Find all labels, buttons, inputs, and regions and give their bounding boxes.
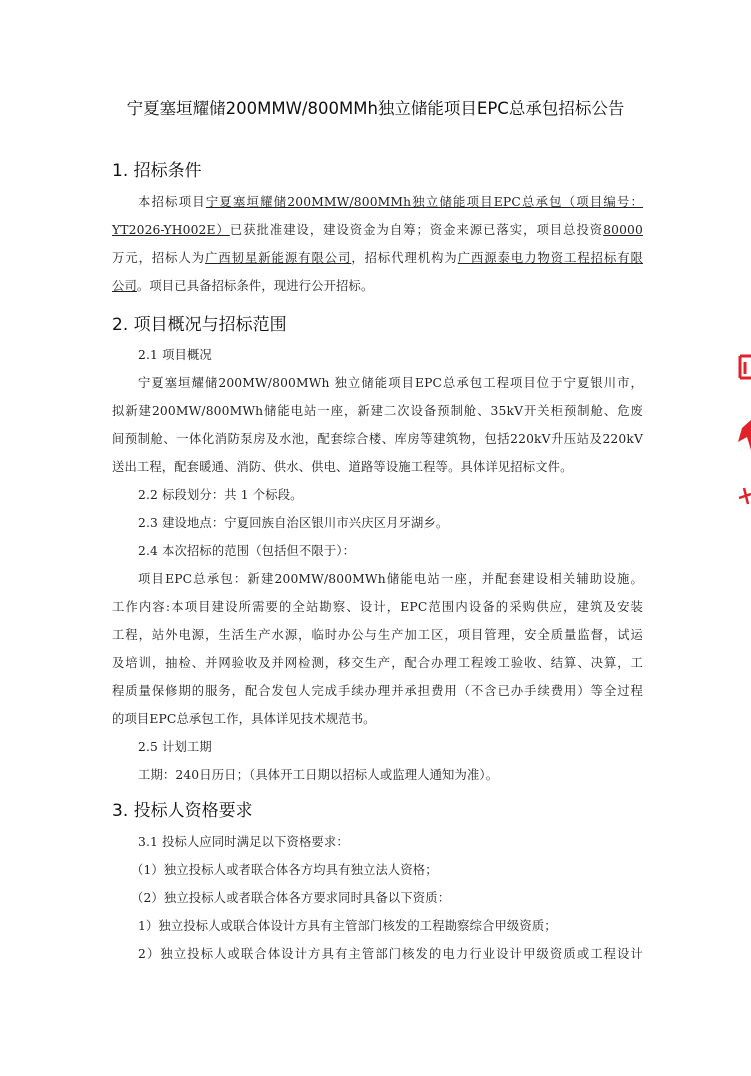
s2-p2-line: 的项目EPC总承包工作，具体详见技术规范书。 — [112, 712, 376, 726]
s2-p1-line: 拟新建200MW/800MWh储能电站一座，新建二次设备预制舱、35kV开关柜预制舱、危废 — [112, 404, 643, 418]
total-investment: 80000 — [603, 223, 643, 237]
s1-line-1 — [138, 192, 643, 210]
s2-p1-line: 宁夏塞垣耀储200MW/800MWh 独立储能项目EPC总承包工程项目位于宁夏银川市， — [138, 376, 643, 390]
subsection-2-4: 2.4 本次招标的范围（包括但不限于）： — [138, 544, 356, 558]
subsection-3-1: 3.1 投标人应同时满足以下资格要求： — [138, 835, 349, 849]
section-1-heading: 1. 招标条件 — [112, 161, 202, 181]
s1-line-2 — [112, 220, 643, 238]
s1-text: 本招标项目 — [138, 195, 206, 209]
s2-p2-line: 及培训，抽检、并网验收及并网检测，移交生产，配合办理工程竣工验收、结算、决算，工 — [112, 656, 643, 670]
document-title: 宁夏塞垣耀储200MMW/800MMh独立储能项目EPC总承包招标公告 — [126, 99, 625, 118]
s1-line-3 — [112, 248, 643, 266]
s1-text: 万元，招标人为 — [112, 251, 206, 265]
subsection-2-5: 2.5 计划工期 — [138, 740, 212, 754]
s2-p2-line: 程质量保修期的服务，配合发包人完成手续办理并承担费用（不含已办手续费用）等全过程 — [112, 684, 643, 698]
s2-p2-line: 工作内容:本项目建设所需要的全站勘察、设计，EPC范围内设备的采购供应，建筑及安装 — [112, 600, 643, 614]
agency-name-end: 公司 — [112, 279, 137, 293]
subsection-2-3: 2.3 建设地点：宁夏回族自治区银川市兴庆区月牙湖乡。 — [138, 516, 449, 530]
s1-text: 。项目已具备招标条件，现进行公开招标。 — [136, 279, 374, 293]
qualification-item: （1）独立投标人或者联合体各方均具有独立法人资格； — [131, 863, 438, 877]
tenderer-name: 广西韧星新能源有限公司 — [205, 251, 352, 265]
project-number: YT2026-YH002E） — [112, 223, 230, 237]
s2-p1-line: 送出工程，配套暖通、消防、供水、供电、道路等设施工程等。具体详见招标文件。 — [112, 460, 573, 474]
s2-p1-line: 间预制舱、一体化消防泵房及水池，配套综合楼、库房等建筑物，包括220kV升压站及220kV — [112, 432, 643, 446]
qualification-subitem: 2）独立投标人或联合体设计方具有主管部门核发的电力行业设计甲级资质或工程设计 — [138, 947, 643, 961]
subsection-2-2: 2.2 标段划分：共 1 个标段。 — [138, 488, 303, 502]
agency-name: 广西源泰电力物资工程招标有限 — [457, 251, 644, 265]
section-3-heading: 3. 投标人资格要求 — [112, 801, 253, 821]
s1-text: 已获批准建设，建设资金为自筹；资金来源已落实，项目总投资 — [229, 223, 604, 237]
s1-line-4 — [112, 276, 373, 294]
qualification-subitem: 1）独立投标人或联合体设计方具有主管部门核发的工程勘察综合甲级资质； — [138, 919, 557, 933]
s2-p2-line: 项目EPC总承包：新建200MW/800MWh储能电站一座，并配套建设相关辅助设施。 — [138, 572, 643, 586]
construction-period: 工期：240日历日；（具体开工日期以招标人或监理人通知为准）。 — [138, 768, 499, 782]
red-seal-fragment — [736, 348, 751, 508]
project-name: 宁夏塞垣耀储200MMW/800MMh独立储能项目EPC总承包（项目编号： — [205, 195, 643, 209]
seal-icon — [736, 348, 751, 508]
subsection-2-1: 2.1 项目概况 — [138, 348, 212, 362]
s1-text: ，招标代理机构为 — [351, 251, 458, 265]
s2-p2-line: 工程，站外电源，生活生产水源，临时办公与生产加工区，项目管理，安全质量监督，试运 — [112, 628, 643, 642]
section-2-heading: 2. 项目概况与招标范围 — [112, 315, 287, 335]
qualification-item: （2）独立投标人或者联合体各方要求同时具备以下资质： — [131, 891, 451, 905]
